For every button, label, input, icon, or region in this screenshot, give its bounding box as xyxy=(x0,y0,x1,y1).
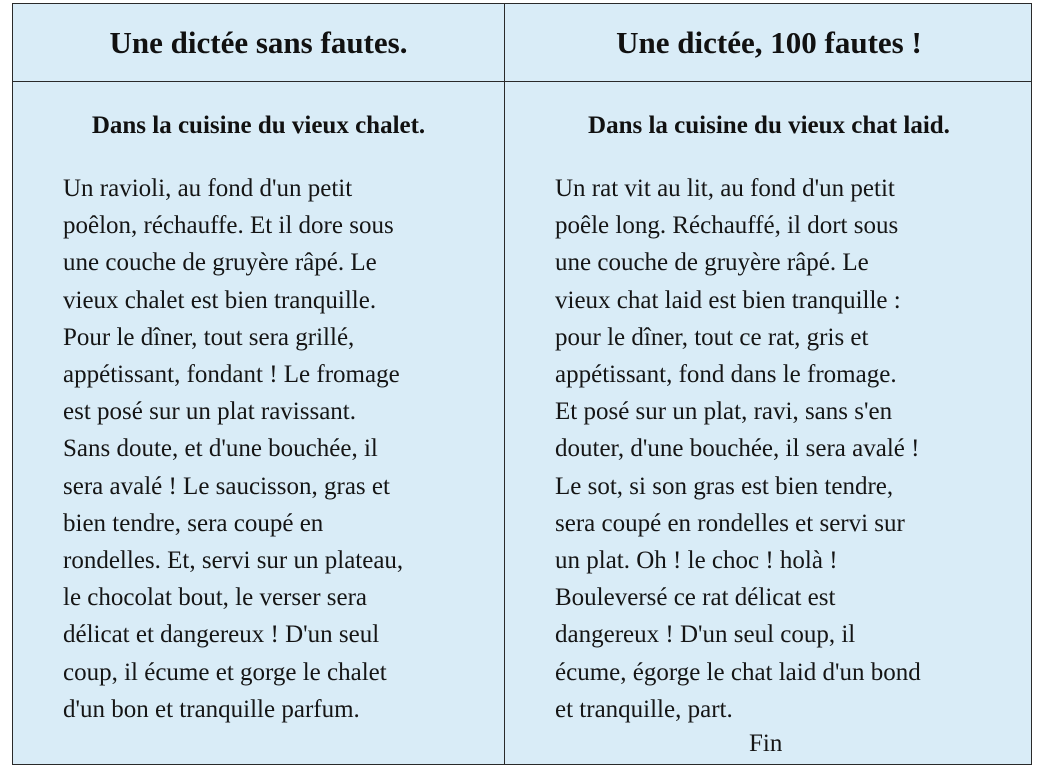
left-line: Un ravioli, au fond d'un petit xyxy=(63,175,353,202)
left-line: sera avalé ! Le saucisson, gras et xyxy=(63,472,390,500)
left-line: est posé sur un plat ravissant. xyxy=(63,398,357,426)
dictation-table xyxy=(12,3,1032,765)
right-line: une couche de gruyère râpé. Le xyxy=(555,249,869,277)
left-line: délicat et dangereux ! D'un seul xyxy=(63,621,380,649)
right-line: sera coupé en rondelles et servi sur xyxy=(555,509,905,537)
right-line: écume, égorge le chat laid d'un bond xyxy=(555,658,921,686)
right-subtitle: Dans la cuisine du vieux chat laid. xyxy=(588,112,950,139)
left-line: poêlon, réchauffe. Et il dore sous xyxy=(63,212,394,240)
left-header: Une dictée sans fautes. xyxy=(109,24,408,60)
right-line: et tranquille, part. xyxy=(555,695,733,723)
left-subtitle: Dans la cuisine du vieux chalet. xyxy=(91,112,426,139)
right-line: Un rat vit au lit, au fond d'un petit xyxy=(555,175,895,202)
left-line: bien tendre, sera coupé en xyxy=(63,509,324,537)
left-line: une couche de gruyère râpé. Le xyxy=(63,249,377,277)
left-body-text xyxy=(63,170,403,728)
right-line: Le sot, si son gras est bien tendre, xyxy=(555,472,894,500)
left-line: le chocolat bout, le verser sera xyxy=(63,584,368,612)
right-line: appétissant, fond dans le fromage. xyxy=(555,361,897,389)
left-line: d'un bon et tranquille parfum. xyxy=(63,695,360,723)
right-line: dangereux ! D'un seul coup, il xyxy=(555,621,856,649)
left-line: rondelles. Et, servi sur un plateau, xyxy=(63,547,404,575)
right-column xyxy=(505,4,1033,764)
left-line: coup, il écume et gorge le chalet xyxy=(63,658,387,686)
right-line: vieux chat laid est bien tranquille : xyxy=(555,286,901,314)
left-line: Sans doute, et d'une bouchée, il xyxy=(63,435,378,463)
right-header: Une dictée, 100 fautes ! xyxy=(616,24,922,60)
fin-label: Fin xyxy=(749,730,783,757)
left-line: Pour le dîner, tout sera grillé, xyxy=(63,323,355,351)
right-line: Bouleversé ce rat délicat est xyxy=(555,584,836,612)
right-line: pour le dîner, tout ce rat, gris et xyxy=(555,323,869,351)
left-line: vieux chalet est bien tranquille. xyxy=(63,286,377,314)
left-line: appétissant, fondant ! Le fromage xyxy=(63,361,400,389)
right-body-text xyxy=(555,170,921,728)
right-line: poêle long. Réchauffé, il dort sous xyxy=(555,212,899,240)
left-column xyxy=(13,4,504,764)
right-line: Et posé sur un plat, ravi, sans s'en xyxy=(555,398,893,426)
right-line: un plat. Oh ! le choc ! holà ! xyxy=(555,547,838,575)
right-line: douter, d'une bouchée, il sera avalé ! xyxy=(555,435,920,463)
